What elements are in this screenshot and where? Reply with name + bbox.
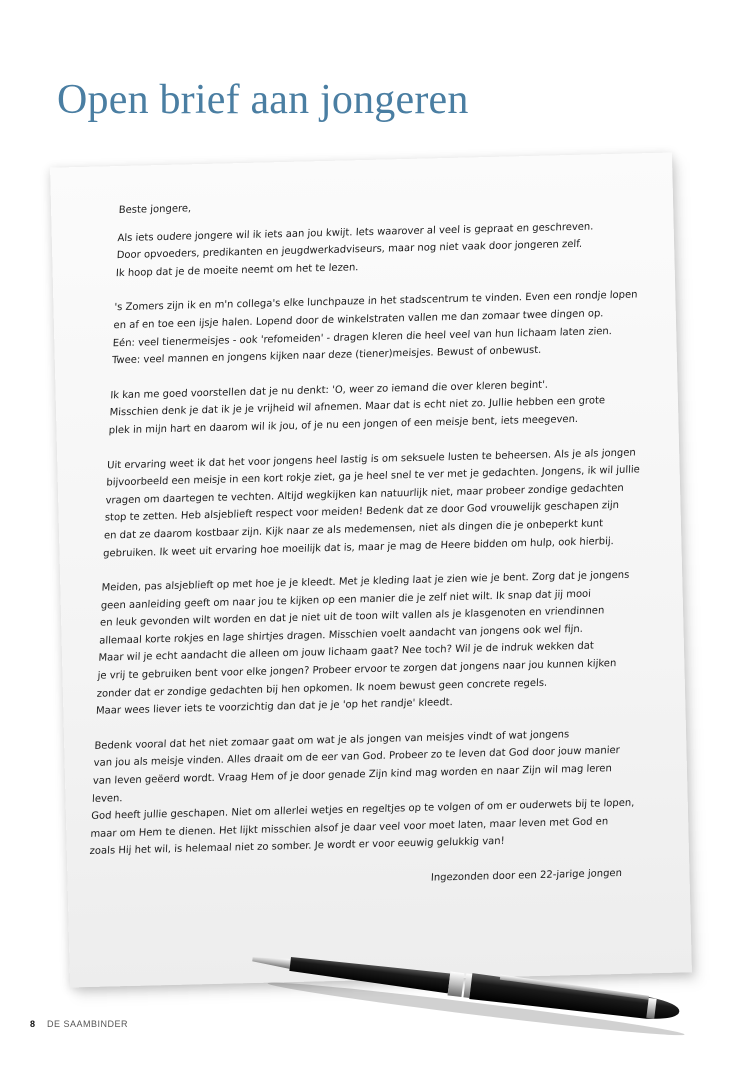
letter-greeting: Beste jongere, (118, 203, 192, 217)
letter-paragraph: Uit ervaring weet ik dat het voor jongens heel lastig is om seksuele lusten te beheersen. Als je als jongen bijvoorbeeld een meisje in een kort rokje ziet, ga je heel snel te ver met je gedachten. Jongens, ik wil jullie vragen om daartegen te vechten. Altijd wegkijken kan natuurlijk niet, maar probeer zondige gedachten stop te zetten. Heb alsjeblieft respect voor meiden! Bedenk dat ze door God vrouwelijk geschapen zijn en dat ze daarom kostbaar zijn. Kijk naar ze als medemensen, niet als dingen die je onbeperkt kunt gebruiken. Ik weet uit ervaring hoe moeilijk dat is, maar je mag de Heere bidden om hulp, ook hierbij. (102, 447, 641, 560)
letter-paragraph: Als iets oudere jongere wil ik iets aan jou kwijt. Iets waarover al veel is gepraat en geschreven. Door opvoeders, predikanten en jeugdwerkadviseurs, maar nog niet vaak door jongeren zelf. Ik hoop dat je de moeite neemt om het te lezen. (115, 221, 594, 279)
letter-paper (50, 153, 692, 988)
letter-signature: Ingezonden door een 22-jarige jongen (430, 867, 623, 884)
page-footer (30, 1019, 128, 1029)
letter-paragraph: Meiden, pas alsjeblieft op met hoe je je kleedt. Met je kleding laat je zien wie je bent. Zorg dat je jongens geen aanleiding geeft om naar jou te kijken op een manier die je zelf niet wilt. Ik snap dat jij mooi en leuk gevonden wilt worden en dat je niet uit de toon wilt vallen als je klasgenoten en vriendinnen allemaal korte rokjes en lage shirtjes dragen. Misschien voelt aandacht van jongens ook wel fijn. Maar wil je echt aandacht die alleen om jouw lichaam gaat? Nee toch? Wil je de indruk wekken dat je vrij te gebruiken bent voor elke jongen? Probeer ervoor te zorgen dat jongens naar jou kunnen kijken zonder dat er zondige gedachten bij hen opkomen. Ik noem bewust geen concrete regels. Maar wees liever iets te voorzichtig dan dat je je 'op het randje' kleedt. (95, 569, 630, 718)
page-title: Open brief aan jongeren (57, 77, 469, 123)
letter-paragraph: Bedenk vooral dat het niet zomaar gaat om wat je als jongen van meisjes vindt of wat jongens van jou als meisje vinden. Alles draait om de eer van God. Probeer zo te leven dat God door jouw manier van leven geëerd wordt. Vraag Hem of je door genade Zijn kind mag worden en naar Zijn wil mag leren leven. God heeft jullie geschapen. Niet om allerlei wetjes en regeltjes op te volgen of om er ouderwets bij te lopen, maar om Hem te dienen. Het lijkt misschien alsof je daar veel voor moet laten, maar leven met God en zoals Hij het wil, is helemaal niet zo somber. Je wordt er voor eeuwig gelukkig van! (89, 729, 635, 858)
page-number: 8 (30, 1019, 36, 1029)
letter-body (88, 189, 667, 896)
letter-paragraph: 's Zomers zijn ik en m'n collega's elke lunchpauze in het stadscentrum te vinden. Even een rondje lopen en af en toe een ijsje halen. Lopend door de winkelstraten vallen me dan zomaar twee dingen op. Eén: veel tienermeisjes - ook 'refomeiden' - dragen kleren die heel veel van hun lichaam laten zien. Twee: veel mannen en jongens kijken naar deze (tiener)meisjes. Bewust of onbewust. (111, 289, 638, 367)
letter-paragraph: Ik kan me goed voorstellen dat je nu denkt: 'O, weer zo iemand die over kleren begint'. Misschien denk je dat ik je je vrijheid wil afnemen. Maar dat is echt niet zo. Jullie hebben een grote plek in mijn hart en daarom wil ik jou, of je nu een jongen of een meisje bent, iets meegeven. (108, 379, 606, 437)
magazine-name: DE SAAMBINDER (47, 1019, 129, 1029)
